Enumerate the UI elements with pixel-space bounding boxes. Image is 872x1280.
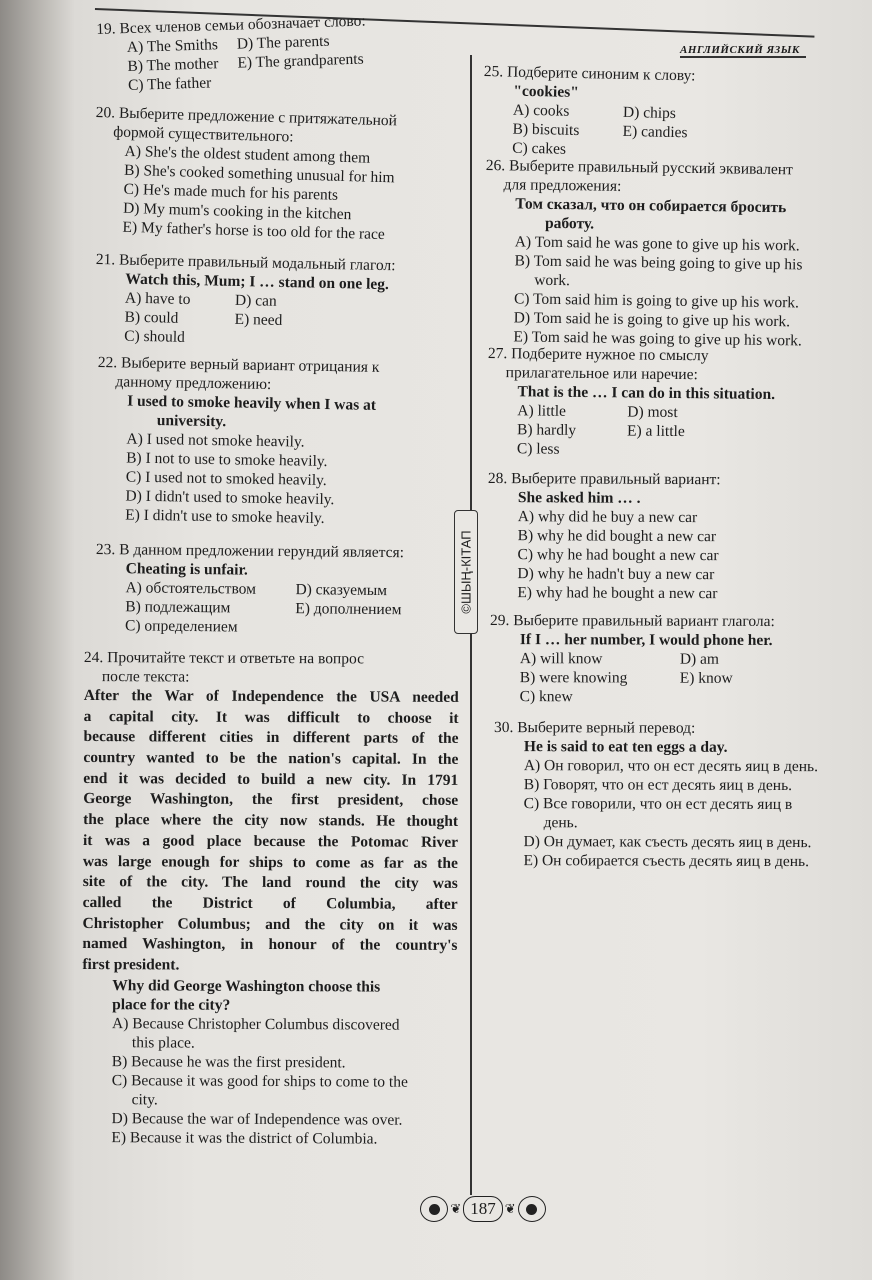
answer-option: A) She's the oldest student among them <box>124 142 371 167</box>
passage-line: was large enough for ships to come as far as the <box>82 852 458 872</box>
question-30 <box>493 718 818 871</box>
answer-option: A) I used not smoke heavily. <box>126 430 305 451</box>
passage-line: a capital city. It was difficult to choose it <box>83 707 459 727</box>
answer-option: B) why he did bought a new car <box>517 527 717 546</box>
question-23 <box>95 540 404 638</box>
answer-option: D) am <box>679 650 720 668</box>
question-stem: Том сказал, что он собирается бросить <box>515 195 787 217</box>
answer-option: C) I used not to smoked heavily. <box>125 468 327 490</box>
answer-option: B) I not to use to smoke heavily. <box>126 449 328 471</box>
answer-option: E) candies <box>622 122 688 142</box>
answer-option: A) cooks <box>512 101 570 120</box>
answer-option: C) knew <box>519 688 573 706</box>
answer-option: E) need <box>234 310 283 329</box>
passage-line: because different cities in different parts of the <box>83 728 459 748</box>
answer-option: B) She's cooked something unusual for him <box>123 161 395 187</box>
question-20 <box>92 103 397 244</box>
answer-option: C) He's made much for his parents <box>123 180 339 204</box>
answer-option: D) I didn't used to smoke heavily. <box>125 487 335 509</box>
question-stem: работу. <box>544 214 595 233</box>
answer-option: D) сказуемым <box>295 581 388 600</box>
answer-option: D) can <box>234 291 277 310</box>
page-number: 187 <box>463 1196 503 1222</box>
answer-option: C) should <box>124 327 186 346</box>
passage-line: end it was decided to build a new city. In 1791 <box>83 769 459 789</box>
question-prompt: формой существительного: <box>112 123 294 146</box>
answer-option: E) I didn't use to smoke heavily. <box>125 506 325 527</box>
reading-passage <box>82 686 459 978</box>
answer-option: C) Tom said him is going to give up his work. <box>513 290 800 312</box>
answer-option: D) My mum's cooking in the kitchen <box>122 199 352 224</box>
question-stem: Why did George Washington choose this <box>112 976 381 996</box>
question-prompt: 21. Выберите правильный модальный глагол: <box>95 250 396 275</box>
question-prompt: 26. Выберите правильный русский эквивалент <box>485 156 793 179</box>
answer-option: A) Tom said he was gone to give up his work. <box>514 233 800 255</box>
question-26 <box>483 156 804 350</box>
answer-option: D) Tom said he is going to give up his work. <box>513 309 791 331</box>
answer-option: E) why had he bought a new car <box>517 584 718 603</box>
passage-line: the place where the city now stands. He thought <box>83 811 459 831</box>
question-stem: He is said to eat ten eggs a day. <box>523 738 728 756</box>
question-29 <box>490 611 775 707</box>
answer-option: E) a little <box>627 422 685 441</box>
answer-option: D) Because the war of Independence was over. <box>111 1109 403 1129</box>
question-prompt: 22. Выберите верный вариант отрицания к <box>97 353 380 376</box>
answer-option: C) Because it was good for ships to come to the <box>111 1071 408 1091</box>
passage-line: After the War of Independence the USA needed <box>83 686 459 706</box>
subject-header: АНГЛИЙСКИЙ ЯЗЫК <box>680 44 806 58</box>
stamp-text: ©ШЫҢ-КІТАП <box>458 530 474 614</box>
question-stem: place for the city? <box>112 995 231 1014</box>
answer-option: E) Because it was the district of Columbia. <box>111 1128 378 1148</box>
passage-line: first president. <box>82 955 180 974</box>
answer-option: E) дополнением <box>295 600 402 619</box>
answer-option: C) cakes <box>512 139 567 158</box>
answer-option: E) My father's horse is too old for the race <box>122 218 386 244</box>
answer-option: A) have to <box>124 289 191 308</box>
answer-option: D) Он думает, как съесть десять яиц в день. <box>523 833 812 852</box>
ornament-flourish-icon: ❦ <box>504 1201 516 1216</box>
ornament-circle-icon <box>518 1196 546 1222</box>
answer-option: work. <box>534 271 571 290</box>
answer-option: E) The grandparents <box>237 50 364 72</box>
answer-option: this place. <box>131 1033 195 1052</box>
answer-option: A) Он говорил, что он ест десять яиц в день. <box>523 757 819 776</box>
question-prompt: 23. В данном предложении герундий является: <box>95 540 405 562</box>
answer-option: B) hardly <box>517 421 577 439</box>
answer-option: B) The mother <box>127 55 219 76</box>
question-28 <box>487 469 720 603</box>
question-prompt: 27. Подберите нужное по смыслу <box>487 344 709 365</box>
question-stem: I used to smoke heavily when I was at <box>127 392 377 414</box>
ornament-circle-icon <box>420 1196 448 1222</box>
question-stem: If I … her number, I would phone her. <box>519 631 773 649</box>
question-prompt: прилагательное или наречие: <box>505 364 698 384</box>
answer-option: D) chips <box>622 103 677 123</box>
answer-option: A) обстоятельством <box>125 579 257 598</box>
answer-option: C) The father <box>127 74 212 95</box>
answer-option: B) подлежащим <box>125 598 231 617</box>
answer-option: city. <box>131 1090 158 1109</box>
option-row <box>490 687 775 707</box>
answer-option: C) why he had bought a new car <box>517 546 719 565</box>
question-25 <box>482 62 696 161</box>
answer-option: D) The parents <box>236 32 330 53</box>
question-prompt: данному предложению: <box>115 373 272 394</box>
answer-option: E) Он собирается съесть десять яиц в день. <box>523 852 809 871</box>
question-prompt: 25. Подберите синоним к слову: <box>483 62 696 85</box>
option-row <box>490 668 775 688</box>
question-prompt: 19. Всех членов семьи обозначает слово: <box>96 12 366 38</box>
question-24 <box>81 648 459 1149</box>
question-21 <box>94 250 396 351</box>
ornament-flourish-icon: ❦ <box>450 1201 462 1216</box>
question-27 <box>487 344 776 461</box>
answer-option: день. <box>543 814 578 832</box>
answer-option: D) most <box>627 403 678 421</box>
answer-option: B) could <box>124 308 179 327</box>
question-stem: Watch this, Mum; I … stand on one leg. <box>125 270 390 294</box>
question-prompt: для предложения: <box>503 176 622 195</box>
option-row <box>487 439 775 461</box>
passage-line: named Washington, in honour of the country's <box>82 935 458 955</box>
option-row <box>490 649 775 669</box>
passage-line: called the District of Columbia, after <box>82 893 458 913</box>
question-22 <box>95 353 380 529</box>
passage-line: it was a good place because the Potomac River <box>82 831 459 851</box>
question-prompt: 30. Выберите верный перевод: <box>493 719 696 737</box>
passage-line: site of the city. The land round the city was <box>82 873 458 893</box>
passage-line: Christopher Columbus; and the city on it was <box>82 914 458 934</box>
question-stem: She asked him … . <box>517 489 641 507</box>
answer-option: A) will know <box>519 650 603 668</box>
answer-option: E) know <box>679 669 733 687</box>
question-prompt: 24. Прочитайте текст и ответьте на вопрос <box>83 649 365 668</box>
question-prompt: 29. Выберите правильный вариант глагола: <box>489 612 775 630</box>
question-prompt: 20. Выберите предложение с притяжательной <box>95 103 398 130</box>
answer-option: B) Because he was the first president. <box>111 1052 346 1071</box>
answer-option: A) Because Christopher Columbus discovered <box>111 1014 400 1034</box>
passage-line: George Washington, the first president, chose <box>83 790 459 810</box>
answer-option: C) определением <box>125 617 238 636</box>
question-19 <box>96 12 368 96</box>
answer-option: B) Tom said he was being going to give up his <box>514 252 803 274</box>
answer-option: A) little <box>517 402 567 420</box>
answer-option: C) less <box>516 440 560 458</box>
question-prompt: после текста: <box>101 668 190 686</box>
question-stem: university. <box>156 412 227 431</box>
page-number-ornament <box>403 1192 563 1226</box>
answer-option: A) why did he buy a new car <box>517 508 698 527</box>
option-row <box>95 616 403 638</box>
answer-option: B) Говорят, что он ест десять яиц в день. <box>523 776 793 795</box>
question-stem: Cheating is unfair. <box>125 560 248 579</box>
answer-option: A) The Smiths <box>126 36 219 57</box>
passage-line: country wanted to be the nation's capital. In the <box>83 749 459 769</box>
question-prompt: 28. Выберите правильный вариант: <box>487 470 721 489</box>
answer-option: E) Tom said he was going to give up his work. <box>513 328 802 350</box>
answer-option: B) biscuits <box>512 120 580 140</box>
answer-option: D) why he hadn't buy a new car <box>517 565 715 584</box>
answer-option: C) Все говорили, что он ест десять яиц в <box>523 795 793 814</box>
question-stem: That is the … I can do in this situation. <box>517 383 776 404</box>
answer-option: B) were knowing <box>519 669 628 687</box>
question-stem: "cookies" <box>513 82 579 101</box>
publisher-stamp <box>454 510 478 634</box>
